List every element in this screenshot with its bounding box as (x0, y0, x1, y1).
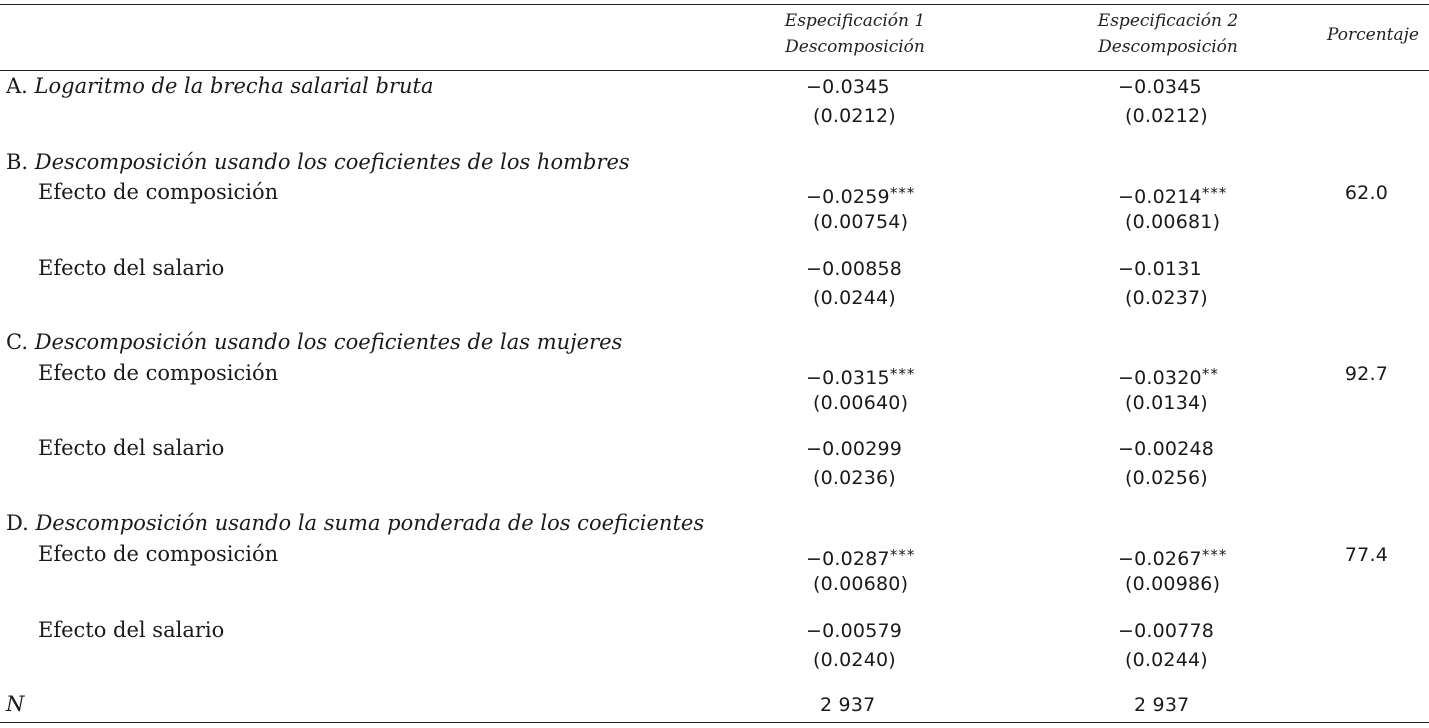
c-comp-s2 (1118, 362, 1219, 390)
d-comp-label: Efecto de composición (38, 542, 279, 566)
c-comp-s1-se: (0.00640) (813, 392, 909, 414)
section-d-letter: D. (6, 511, 29, 535)
d-comp-s2 (1118, 543, 1227, 571)
d-comp-s1 (806, 543, 915, 571)
b-comp-s1-value: −0.0259 (806, 186, 890, 208)
d-comp-s1-se: (0.00680) (813, 573, 909, 595)
c-comp-s1 (806, 362, 915, 390)
b-sal-label: Efecto del salario (38, 256, 225, 280)
header-spec2 (1073, 8, 1263, 60)
section-b-heading (6, 150, 630, 174)
section-a-letter: A. (6, 74, 28, 98)
header-percent: Porcentaje (1327, 25, 1419, 45)
a-s1-value: −0.0345 (806, 76, 890, 98)
d-comp-s1-value: −0.0287 (806, 548, 890, 570)
c-sal-s1-se: (0.0236) (813, 467, 896, 489)
d-comp-s2-se: (0.00986) (1125, 573, 1221, 595)
b-sal-s2-se: (0.0237) (1125, 287, 1208, 309)
b-comp-label: Efecto de composición (38, 180, 279, 204)
section-a-title: Logaritmo de la brecha salarial bruta (34, 74, 434, 98)
section-d-title: Descomposición usando la suma ponderada de los coeficientes (35, 511, 705, 535)
d-sal-s1-se: (0.0240) (813, 649, 896, 671)
c-comp-s2-stars: ** (1201, 365, 1219, 383)
header-spec1-line2: Descomposición (785, 37, 925, 57)
b-comp-s2-se: (0.00681) (1125, 211, 1221, 233)
section-c-heading (6, 330, 622, 354)
b-sal-s2-value: −0.0131 (1118, 258, 1202, 280)
c-sal-s2-value: −0.00248 (1118, 438, 1215, 460)
c-comp-s2-se: (0.0134) (1125, 392, 1208, 414)
n-s1: 2 937 (820, 694, 876, 716)
top-rule (0, 4, 1429, 5)
c-sal-label: Efecto del salario (38, 436, 225, 460)
d-sal-label: Efecto del salario (38, 618, 225, 642)
section-b-letter: B. (6, 150, 29, 174)
c-sal-s2-se: (0.0256) (1125, 467, 1208, 489)
section-a-heading (6, 74, 434, 98)
d-comp-s2-value: −0.0267 (1118, 548, 1202, 570)
b-comp-s2-value: −0.0214 (1118, 186, 1202, 208)
d-sal-s2-value: −0.00778 (1118, 620, 1215, 642)
n-label (6, 692, 24, 716)
n-label-text: N (6, 692, 25, 716)
b-comp-s1-stars: *** (889, 184, 916, 202)
c-sal-s1-value: −0.00299 (806, 438, 903, 460)
c-comp-label: Efecto de composición (38, 361, 279, 385)
b-comp-s2-stars: *** (1201, 184, 1228, 202)
c-comp-s1-stars: *** (889, 365, 916, 383)
a-s2-value: −0.0345 (1118, 76, 1202, 98)
d-sal-s1-value: −0.00579 (806, 620, 903, 642)
a-s1-se: (0.0212) (813, 105, 896, 127)
header-spec2-line2: Descomposición (1098, 37, 1238, 57)
c-comp-pct: 92.7 (1344, 363, 1388, 385)
b-comp-s1 (806, 181, 915, 209)
d-comp-s2-stars: *** (1201, 546, 1228, 564)
header-spec1-line1: Especificación 1 (784, 11, 926, 31)
header-spec1 (760, 8, 950, 60)
section-c-title: Descomposición usando los coeficientes de las mujeres (34, 330, 623, 354)
b-comp-s1-se: (0.00754) (813, 211, 909, 233)
section-d-heading (6, 511, 704, 535)
c-comp-s2-value: −0.0320 (1118, 367, 1202, 389)
b-comp-s2 (1118, 181, 1227, 209)
d-comp-pct: 77.4 (1344, 544, 1388, 566)
header-rule (0, 70, 1429, 71)
section-c-letter: C. (6, 330, 28, 354)
b-comp-pct: 62.0 (1344, 182, 1388, 204)
header-spec2-line1: Especificación 2 (1097, 11, 1239, 31)
n-s2: 2 937 (1134, 694, 1190, 716)
section-b-title: Descomposición usando los coeficientes de los hombres (34, 150, 630, 174)
b-sal-s1-value: −0.00858 (806, 258, 903, 280)
b-sal-s1-se: (0.0244) (813, 287, 896, 309)
d-sal-s2-se: (0.0244) (1125, 649, 1208, 671)
a-s2-se: (0.0212) (1125, 105, 1208, 127)
bottom-rule (0, 722, 1429, 723)
c-comp-s1-value: −0.0315 (806, 367, 890, 389)
d-comp-s1-stars: *** (889, 546, 916, 564)
